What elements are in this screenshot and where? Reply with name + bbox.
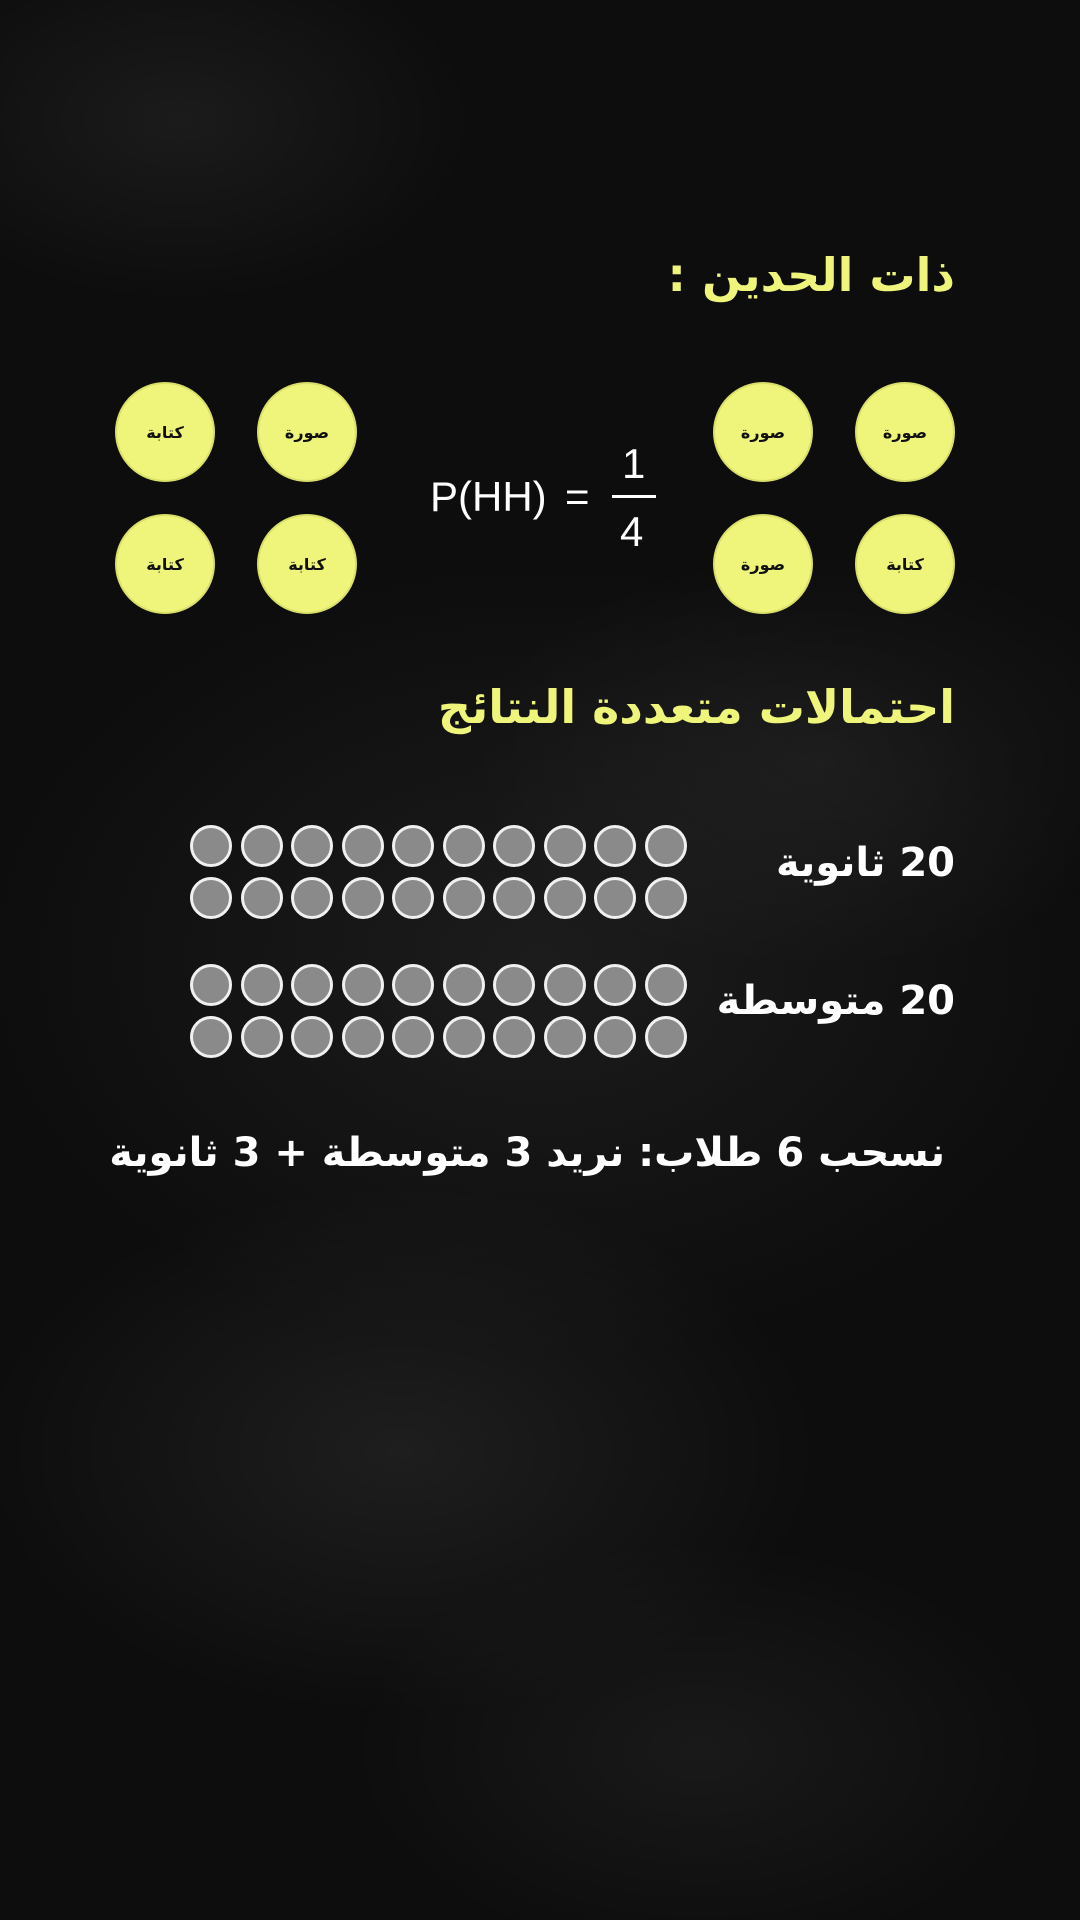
student-dot [291,1016,333,1058]
student-dot [493,877,535,919]
student-dot [544,877,586,919]
student-dot [544,964,586,1006]
student-dot [291,877,333,919]
coin-tails: كتابة [855,514,955,614]
student-dot [392,825,434,867]
student-dot [392,1016,434,1058]
student-dot [190,1016,232,1058]
student-dot [190,825,232,867]
student-dot [241,1016,283,1058]
coin-tails: كتابة [115,382,215,482]
student-dot [342,964,384,1006]
student-dot [594,877,636,919]
draw-description: نسحب 6 طلاب: نريد 3 متوسطة + 3 ثانوية [109,1130,945,1176]
secondary-students-grid [190,825,695,919]
student-dot [342,1016,384,1058]
student-dot [241,825,283,867]
student-dot [443,877,485,919]
student-dot [493,1016,535,1058]
student-dot [291,825,333,867]
student-dot [493,825,535,867]
student-dot [544,825,586,867]
student-dot [645,825,687,867]
student-dot [342,877,384,919]
formula-denominator: 4 [620,508,644,555]
student-dot [594,1016,636,1058]
student-dot [190,964,232,1006]
student-dot [392,964,434,1006]
coin-tails: كتابة [115,514,215,614]
coin-tails: كتابة [257,514,357,614]
student-dot [342,825,384,867]
student-dot [645,1016,687,1058]
student-dot [443,964,485,1006]
fraction-bar [612,495,656,498]
student-dot [241,877,283,919]
coin-heads: صورة [713,514,813,614]
coin-heads: صورة [713,382,813,482]
student-dot [443,825,485,867]
student-dot [190,877,232,919]
student-dot [594,825,636,867]
coin-heads: صورة [257,382,357,482]
formula-numerator: 1 [622,440,646,487]
student-dot [645,964,687,1006]
student-dot [594,964,636,1006]
student-dot [544,1016,586,1058]
group-label-intermediate: 20 متوسطة [716,978,955,1024]
student-dot [392,877,434,919]
group-label-secondary: 20 ثانوية [775,840,955,886]
student-dot [443,1016,485,1058]
student-dot [493,964,535,1006]
formula-equals: = [565,473,590,520]
formula-lhs: P(HH) [430,473,547,520]
student-dot [291,964,333,1006]
section-title-multinomial: احتمالات متعددة النتائج [437,680,955,734]
coin-heads: صورة [855,382,955,482]
section-title-binomial: ذات الحدين : [667,248,955,302]
intermediate-students-grid [190,964,695,1058]
student-dot [645,877,687,919]
student-dot [241,964,283,1006]
